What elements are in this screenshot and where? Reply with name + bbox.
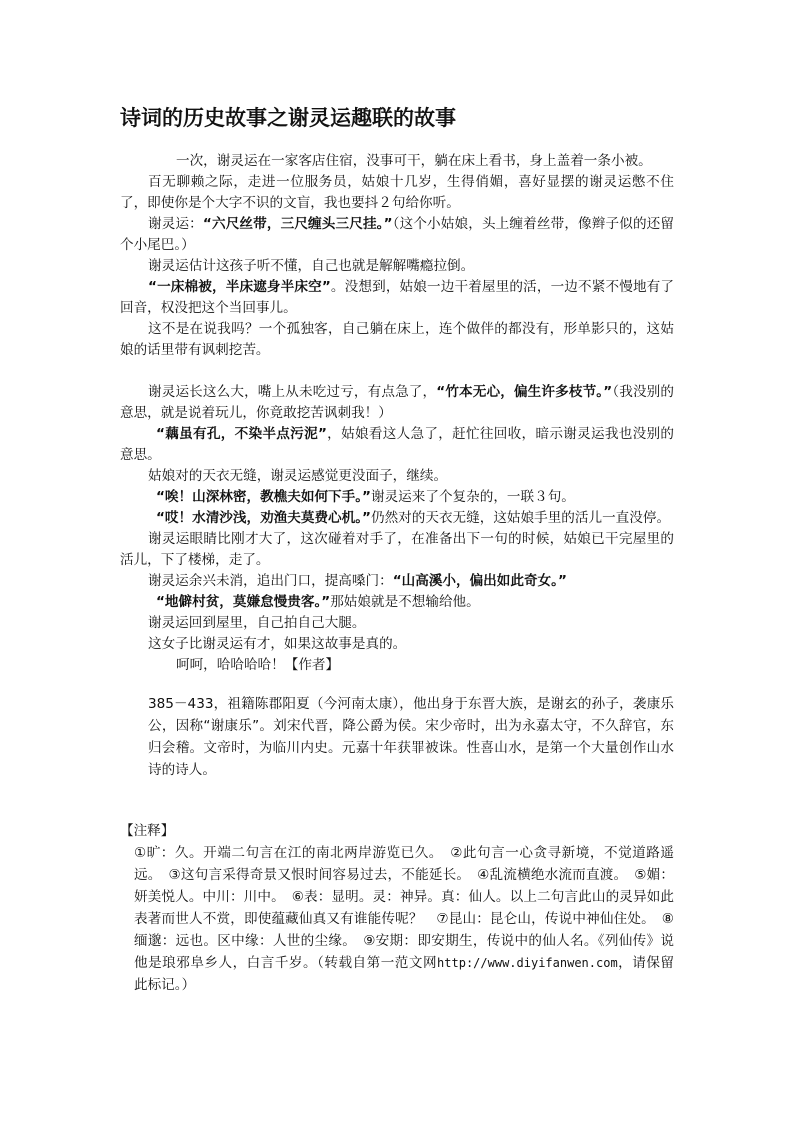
paragraph [120,613,674,634]
couplet-quote: “唉！山深林密，教樵夫如何下手。” [156,489,371,505]
paragraph [120,277,674,319]
notes-section [120,820,674,996]
paragraph [120,487,674,508]
paragraph [120,508,674,529]
couplet-quote: “哎！水清沙浅，劝渔夫莫费心机。” [156,510,371,526]
paragraph [120,424,674,466]
paragraph-text: （我没别的意思，就是说着玩儿，你竟敢挖苦讽刺我！） [120,384,675,421]
paragraph [120,172,674,214]
paragraph-text: 谢灵运估计这孩子听不懂，自己也就是解解嘴瘾拉倒。 [148,258,475,274]
paragraph [120,529,674,571]
paragraph-text: （这个小姑娘，头上缠着丝带，像辫子似的还留个小尾巴。） [120,216,674,253]
speaker-label: 谢灵运： [148,216,203,232]
page-title: 诗词的历史故事之谢灵运趣联的故事 [120,105,456,130]
paragraph-text: 谢灵运来了个复杂的，一联３句。 [370,489,575,505]
author-bio [134,693,674,781]
author-section [134,693,674,781]
couplet-quote: “六尺丝带，三尺缠头三尺挂。” [202,216,393,232]
author-bio-text: 385－433，祖籍陈郡阳夏（今河南太康），他出身于东晋大族，是谢玄的孙子，袭康乐公，因称“谢康乐”。刘宋代晋，降公爵为侯。宋少帝时，出为永嘉太守，不久辞官，东归会稽。文帝时，为临川内史。元嘉十年获罪被诛。性喜山水，是第一个大量创作山水诗的诗人。 [148,696,674,778]
paragraph-text: 谢灵运长这么大，嘴上从未吃过亏，有点急了， [148,384,437,400]
paragraph [120,214,674,256]
couplet-quote: “竹本无心，偏生许多枝节。” [436,384,613,400]
paragraph [120,382,674,424]
paragraph-text: 这不是在说我吗？一个孤独客，自己躺在床上，连个做伴的都没有，形单影只的，这姑娘的话里带有讽刺挖苦。 [120,321,674,358]
paragraph [120,319,674,361]
paragraph [120,466,674,487]
paragraph-text: ，姑娘看这人急了，赶忙往回收，暗示谢灵运我也没别的意思。 [120,426,674,463]
notes-text: ，请保留此标记。） [134,955,675,993]
notes-text: ①旷：久。开端二句言在江的南北两岸游览已久。 ②此句言一心贪寻新境，不觉道路遥远。 ③这句言采得奇景又恨时间容易过去，不能延长。 ④乱流横绝水流而直渡。 ⑤媚：妍美悦人。中川：川中。 ⑥表：显明。灵：神异。真：仙人。以上二句言此山的灵异如此表著而世人不赏，即使蕴藏仙真又有谁能传呢？ ⑦昆山：昆仑山，传说中神仙住处。 ⑧缅邈：远也。区中缘：人世的尘缘。 ⑨安期：即安期生，传说中的仙人名。《列仙传》说他是琅邪阜乡人，白言千岁。（转载自第一范文网 [134,845,674,971]
paragraph-text: 姑娘对的天衣无缝，谢灵运感觉更没面子，继续。 [148,468,448,484]
paragraph-text: 仍然对的天衣无缝，这姑娘手里的活儿一直没停。 [370,510,671,526]
couplet-quote: “山高溪小，偏出如此奇女。” [392,573,567,589]
paragraph-text: 谢灵运眼睛比刚才大了，这次碰着对手了，在准备出下一句的时候，姑娘已干完屋里的活儿，下了楼梯，走了。 [120,531,674,568]
paragraph [120,655,674,676]
paragraph-text: 这女子比谢灵运有才，如果这故事是真的。 [148,636,407,652]
paragraph-text: 百无聊赖之际，走进一位服务员，姑娘十几岁，生得俏媚，喜好显摆的谢灵运憋不住了，即使你是个大字不识的文盲，我也要抖２句给你听。 [120,174,674,211]
paragraph [120,571,674,592]
paragraph [120,151,674,172]
paragraph [120,592,674,613]
paragraph [120,634,674,655]
paragraph-text: 谢灵运余兴未消，追出门口，提高嗓门： [148,573,393,589]
story-body [120,151,674,676]
couplet-quote: “藕虽有孔，不染半点污泥” [156,426,327,442]
paragraph-text: 呵呵，哈哈哈哈！【作者】 [176,657,340,673]
paragraph-text: 谢灵运回到屋里，自己拍自己大腿。 [148,615,366,631]
notes-body [120,842,674,996]
paragraph-text: 。没想到，姑娘一边干着屋里的活，一边不紧不慢地有了回音，权没把这个当回事儿。 [120,279,674,316]
paragraph-text: 一次，谢灵运在一家客店住宿，没事可干，躺在床上看书，身上盖着一条小被。 [176,153,652,169]
paragraph-text: 那姑娘就是不想输给他。 [330,594,480,610]
source-url: http://www.diyifanwen.com [437,956,618,970]
paragraph [120,256,674,277]
couplet-quote: “地僻村贫，莫嫌怠慢贵客。” [156,594,331,610]
couplet-quote: “一床棉被，半床遮身半床空” [148,279,331,295]
notes-heading: 【注释】 [120,823,175,839]
